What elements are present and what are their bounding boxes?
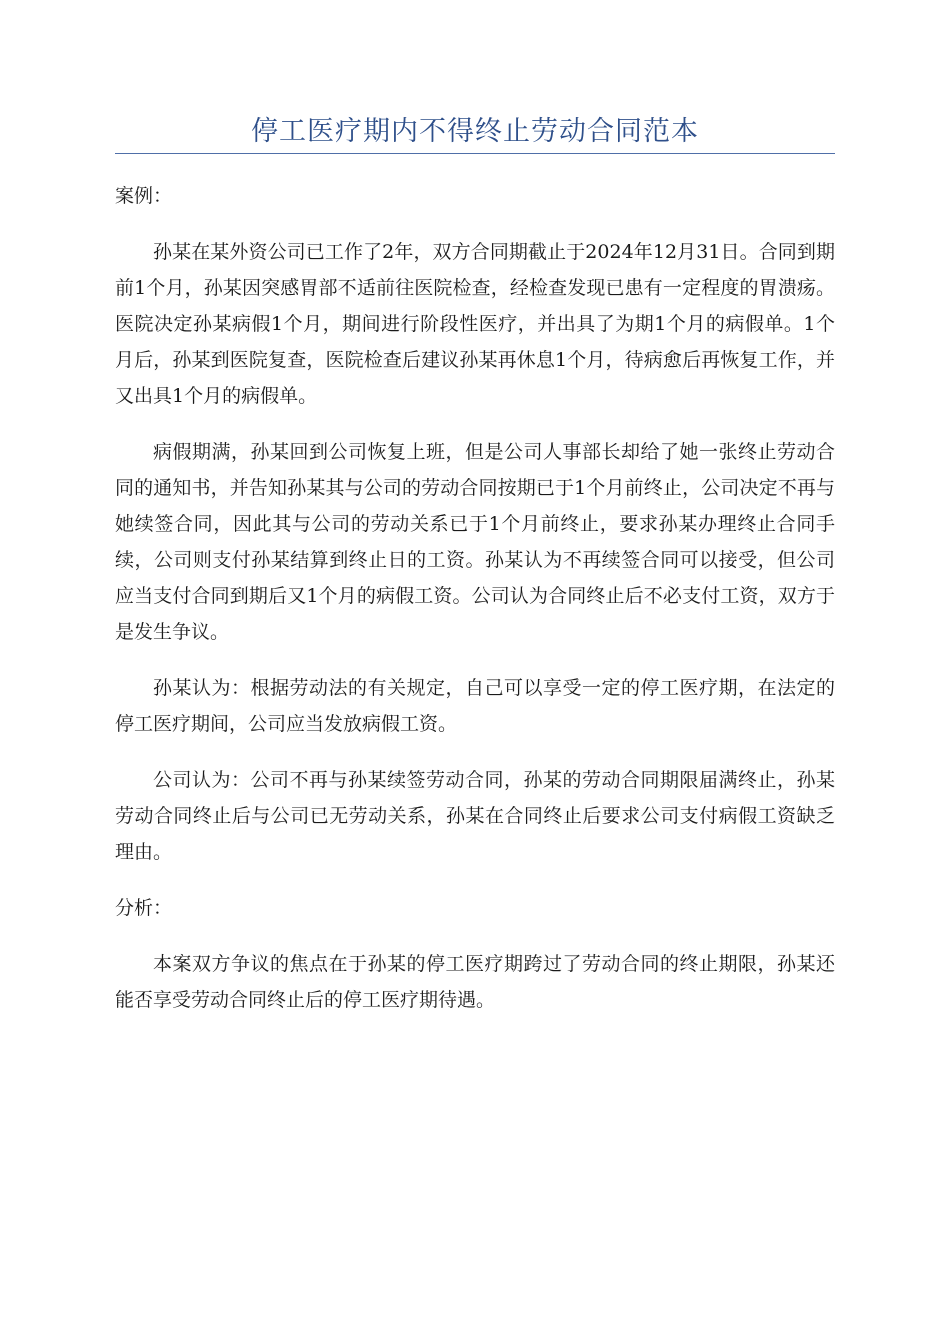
title-underline (115, 153, 835, 154)
analysis-paragraph: 本案双方争议的焦点在于孙某的停工医疗期跨过了劳动合同的终止期限，孙某还能否享受劳动合同终止后的停工医疗期待遇。 (115, 953, 835, 1011)
case-paragraph: 病假期满，孙某回到公司恢复上班，但是公司人事部长却给了她一张终止劳动合同的通知书，并告知孙某其与公司的劳动合同按期已于1个月前终止，公司决定不再与她续签合同，因此其与公司的劳动关系已于1个月前终止，要求孙某办理终止合同手续，公司则支付孙某结算到终止日的工资。孙某认为不再续签合同可以接受，但公司应当支付合同到期后又1个月的病假工资。公司认为合同终止后不必支付工资，双方于是发生争议。 (115, 441, 835, 643)
case-label: 案例： (115, 185, 173, 207)
document-title: 停工医疗期内不得终止劳动合同范本 (251, 116, 699, 147)
analysis-label: 分析： (115, 897, 173, 919)
document-body (115, 178, 835, 1038)
case-paragraph: 孙某在某外资公司已工作了2年，双方合同期截止于2024年12月31日。合同到期前1个月，孙某因突感胃部不适前往医院检查，经检查发现已患有一定程度的胃溃疡。医院决定孙某病假1个月，期间进行阶段性医疗，并出具了为期1个月的病假单。1个月后，孙某到医院复查，医院检查后建议孙某再休息1个月，待病愈后再恢复工作，并又出具1个月的病假单。 (115, 241, 835, 407)
case-paragraph: 孙某认为：根据劳动法的有关规定，自己可以享受一定的停工医疗期，在法定的停工医疗期间，公司应当发放病假工资。 (115, 677, 835, 735)
case-paragraph: 公司认为：公司不再与孙某续签劳动合同，孙某的劳动合同期限届满终止，孙某劳动合同终止后与公司已无劳动关系，孙某在合同终止后要求公司支付病假工资缺乏理由。 (115, 769, 835, 863)
